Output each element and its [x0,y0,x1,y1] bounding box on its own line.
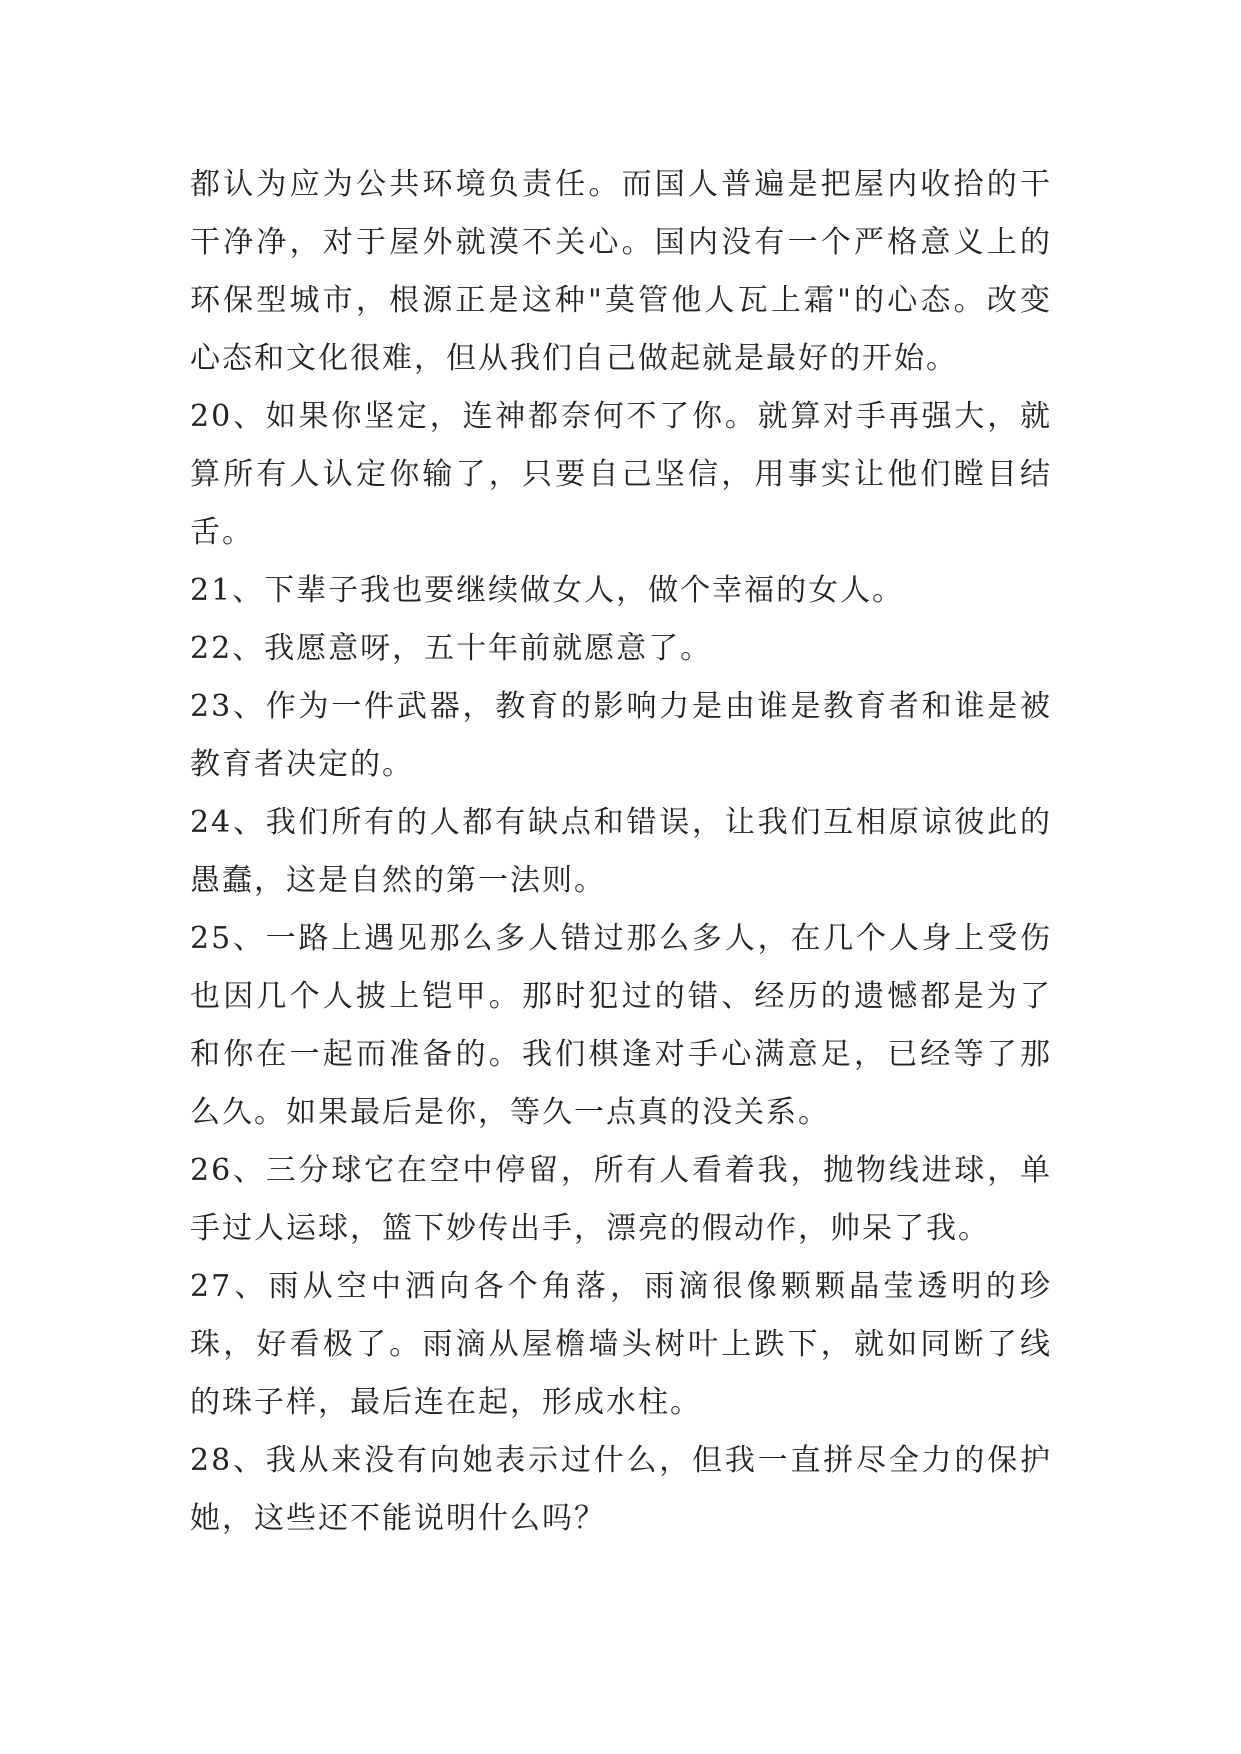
paragraph-24: 24、我们所有的人都有缺点和错误，让我们互相原谅彼此的愚蠢，这是自然的第一法则。 [190,805,1052,898]
paragraph-22: 22、我愿意呀，五十年前就愿意了。 [190,631,713,666]
paragraph-20: 20、如果你坚定，连神都奈何不了你。就算对手再强大，就算所有人认定你输了，只要自己坚信，用事实让他们瞠目结舌。 [190,399,1052,550]
paragraph-27: 27、雨从空中洒向各个角落，雨滴很像颗颗晶莹透明的珍珠，好看极了。雨滴从屋檐墙头树叶上跌下，就如同断了线的珠子样，最后连在起，形成水柱。 [190,1269,1052,1420]
paragraph-25: 25、一路上遇见那么多人错过那么多人，在几个人身上受伤也因几个人披上铠甲。那时犯过的错、经历的遗憾都是为了和你在一起而准备的。我们棋逢对手心满意足，已经等了那么久。如果最后是你，等久一点真的没关系。 [190,921,1052,1130]
paragraph-continued: 都认为应为公共环境负责任。而国人普遍是把屋内收拾的干干净净，对于屋外就漠不关心。国内没有一个严格意义上的环保型城市，根源正是这种"莫管他人瓦上霜"的心态。改变心态和文化很难，但从我们自己做起就是最好的开始。 [190,167,1052,376]
document-body [190,156,1052,1548]
paragraph-23: 23、作为一件武器，教育的影响力是由谁是教育者和谁是被教育者决定的。 [190,689,1052,782]
paragraph-21: 21、下辈子我也要继续做女人，做个幸福的女人。 [190,573,905,608]
paragraph-26: 26、三分球它在空中停留，所有人看着我，抛物线进球，单手过人运球，篮下妙传出手，漂亮的假动作，帅呆了我。 [190,1153,1052,1246]
paragraph-28: 28、我从来没有向她表示过什么，但我一直拼尽全力的保护她，这些还不能说明什么吗？ [190,1443,1052,1536]
